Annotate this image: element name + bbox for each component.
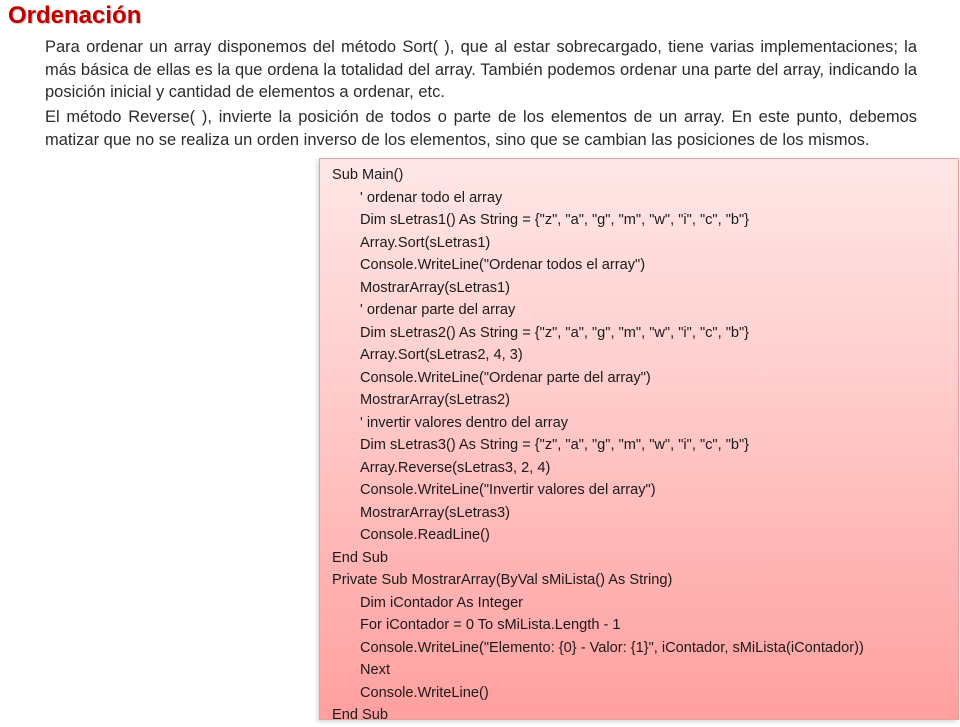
code-line: MostrarArray(sLetras1) xyxy=(360,279,511,296)
code-line: ' invertir valores dentro del array xyxy=(360,414,568,431)
code-line: Console.WriteLine("Elemento: {0} - Valor: {1}", iContador, sMiLista(iContador)) xyxy=(360,639,864,656)
code-line: Next xyxy=(360,662,391,678)
code-line: End Sub xyxy=(332,549,388,566)
code-line: End Sub xyxy=(332,707,388,723)
code-line: Dim iContador As Integer xyxy=(360,594,524,611)
code-line: Console.WriteLine("Invertir valores del array") xyxy=(360,482,656,498)
code-line: Console.WriteLine("Ordenar parte del array") xyxy=(360,369,651,386)
code-line: Array.Sort(sLetras1) xyxy=(360,234,491,251)
code-line: ' ordenar todo el array xyxy=(360,189,503,206)
code-line: MostrarArray(sLetras2) xyxy=(360,392,511,408)
code-line: Private Sub MostrarArray(ByVal sMiLista() As String) xyxy=(332,572,673,588)
code-line: Console.WriteLine("Ordenar todos el array") xyxy=(360,257,646,273)
code-line: Dim sLetras1() As String = {"z", "a", "g", "m", "w", "i", "c", "b"} xyxy=(360,212,750,228)
code-line: Sub Main() xyxy=(332,167,404,183)
intro-paragraph-reverse: El método Reverse( ), invierte la posición de todos o parte de los elementos de un array. En este punto, debemos matizar que no se realiza un orden inverso de los elementos, sino que se cambian las posiciones de los mismos. xyxy=(45,108,917,149)
code-line: Console.ReadLine() xyxy=(360,527,490,543)
code-line: ' ordenar parte del array xyxy=(360,302,516,318)
page-title: Ordenación xyxy=(8,2,142,29)
code-line: Dim sLetras2() As String = {"z", "a", "g", "m", "w", "i", "c", "b"} xyxy=(360,324,750,341)
code-line: Console.WriteLine() xyxy=(360,684,489,701)
code-line: Dim sLetras3() As String = {"z", "a", "g", "m", "w", "i", "c", "b"} xyxy=(360,437,750,453)
code-listing xyxy=(319,158,959,723)
code-line: MostrarArray(sLetras3) xyxy=(360,504,511,521)
code-line: Array.Reverse(sLetras3, 2, 4) xyxy=(360,459,551,476)
intro-paragraph-sort: Para ordenar un array disponemos del método Sort( ), que al estar sobrecargado, tiene varias implementaciones; la más básica de ellas es la que ordena la totalidad del array. También podemos ordenar una parte del array, indicando la posición inicial y cantidad de elementos a ordenar, etc. xyxy=(45,38,917,101)
code-line: Array.Sort(sLetras2, 4, 3) xyxy=(360,347,523,363)
code-line: For iContador = 0 To sMiLista.Length - 1 xyxy=(360,617,621,633)
